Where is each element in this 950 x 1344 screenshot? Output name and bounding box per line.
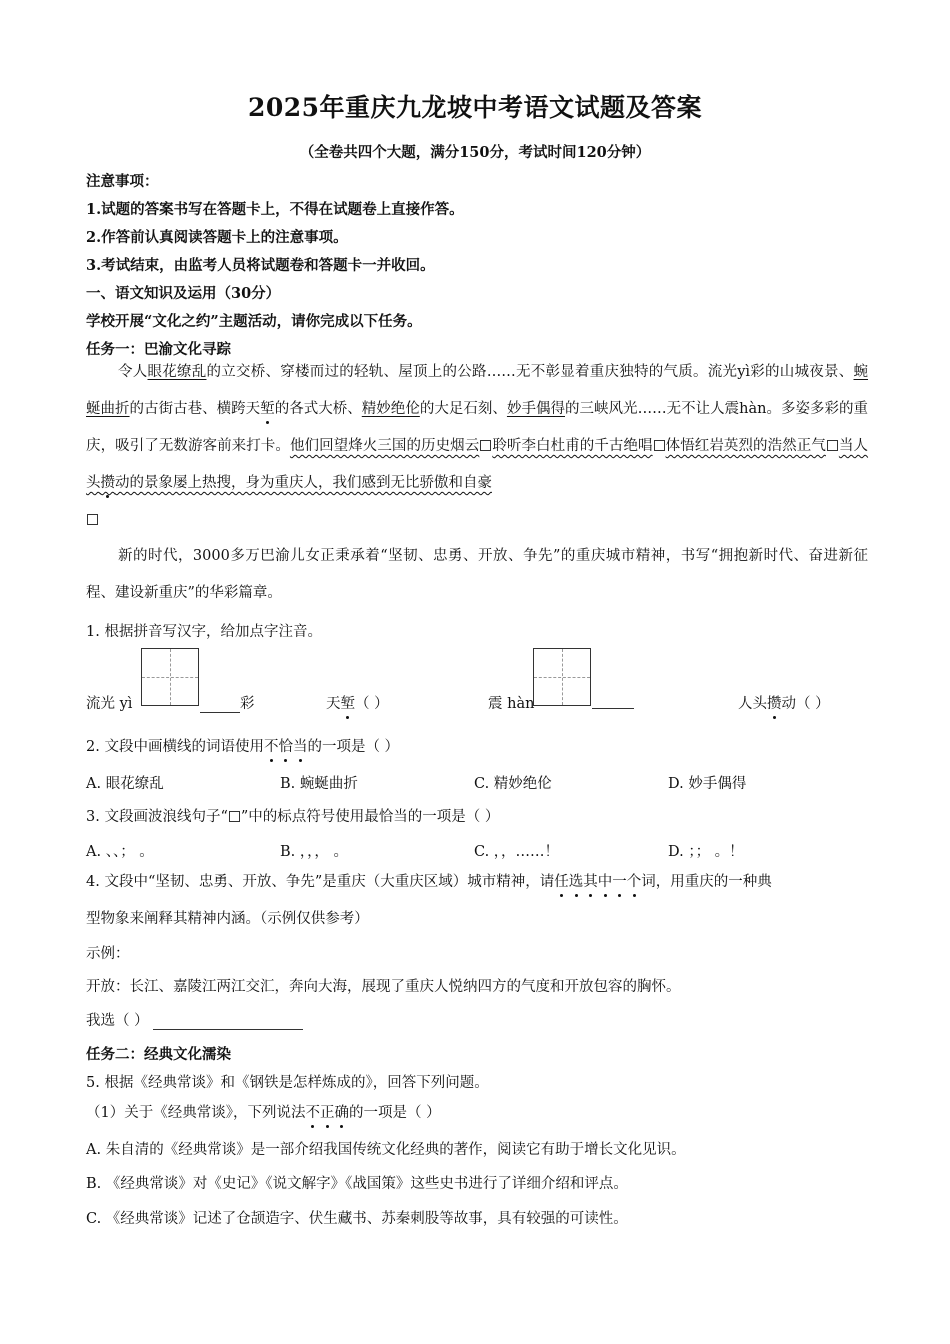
notice-item: 2.作答前认真阅读答题卡上的注意事项。 bbox=[86, 229, 348, 246]
blank-square bbox=[229, 811, 240, 822]
blank-square bbox=[654, 440, 665, 451]
question-4-line2: 型物象来阐释其精神内涵。（示例仅供参考） bbox=[86, 911, 369, 927]
wavy-sentence: 他们回望烽火三国的历史烟云 聆听李白杜甫的千古绝唱 体悟红岩英烈的浩然正气 当人头攒动的景象屡上热搜，身为重庆人，我们感到无比骄傲和自豪 bbox=[86, 438, 869, 491]
q3-option-a[interactable]: A. 、、； 。 bbox=[86, 844, 154, 860]
blank-square bbox=[480, 440, 491, 451]
example-text: 开放：长江、嘉陵江两江交汇，奔向大海，展现了重庆人悦纳四方的气度和开放包容的胸怀。 bbox=[86, 979, 681, 995]
q2-option-d[interactable]: D. 妙手偶得 bbox=[668, 776, 747, 792]
question-1-stem: 1. 根据拼音写汉字，给加点字注音。 bbox=[86, 624, 322, 640]
page-subtitle: （全卷共四个大题，满分150分，考试时间120分钟） bbox=[299, 144, 651, 161]
dotted-char: 堑 bbox=[340, 696, 355, 712]
underlined-word: 眼花缭乱 bbox=[147, 364, 207, 380]
blank-square bbox=[87, 514, 98, 525]
dotted-char: 攒 bbox=[767, 696, 782, 712]
example-label: 示例： bbox=[86, 946, 130, 962]
question-5-stem: 5. 根据《经典常谈》和《钢铁是怎样炼成的》，回答下列问题。 bbox=[86, 1075, 489, 1091]
notice-item: 3.考试结束，由监考人员将试题卷和答题卡一并收回。 bbox=[86, 257, 435, 274]
q2-option-c[interactable]: C. 精妙绝伦 bbox=[474, 776, 552, 792]
question-4-stem: 4. 文段中“坚韧、忠勇、开放、争先”是重庆（大重庆区域）城市精神，请任选其中一个词，用重庆的一种典 bbox=[86, 874, 772, 890]
q2-option-a[interactable]: A. 眼花缭乱 bbox=[86, 776, 164, 792]
dotted-char: 堑 bbox=[260, 401, 275, 417]
q1-item-1: 流光 yì bbox=[86, 696, 133, 712]
answer-line[interactable]: 我选（ ） bbox=[86, 1009, 303, 1030]
notice-heading: 注意事项： bbox=[86, 173, 159, 190]
q1-item-3: 震 hàn bbox=[488, 696, 535, 712]
task1-heading: 任务一：巴渝文化寻踪 bbox=[86, 341, 231, 358]
answer-grid-box[interactable] bbox=[533, 648, 591, 706]
q3-option-c[interactable]: C. ，，……！ bbox=[474, 844, 560, 860]
q5-option-a[interactable]: A. 朱自清的《经典常谈》是一部介绍我国传统文化经典的著作，阅读它有助于增长文化见识。 bbox=[86, 1142, 686, 1158]
passage-paragraph-2: 新的时代，3000多万巴渝儿女正秉承着“坚韧、忠勇、开放、争先”的重庆城市精神，书写“拥抱新时代、奋进新征程、建设新重庆”的华彩篇章。 bbox=[86, 548, 868, 601]
section-intro: 学校开展“文化之约”主题活动，请你完成以下任务。 bbox=[86, 313, 422, 330]
q1-item-1-tail: 彩 bbox=[200, 692, 255, 713]
underlined-word: 妙手偶得 bbox=[506, 401, 565, 417]
question-2-stem: 2. 文段中画横线的词语使用不恰当的一项是（ ） bbox=[86, 739, 400, 755]
answer-grid-box[interactable] bbox=[141, 648, 199, 706]
question-3-stem: 3. 文段画波浪线句子“ ”中的标点符号使用最恰当的一项是（ ） bbox=[86, 809, 500, 825]
q1-item-2: 天堑（ ） bbox=[326, 696, 389, 712]
question-5-1-stem: （1）关于《经典常谈》，下列说法不正确的一项是（ ） bbox=[86, 1105, 441, 1121]
q1-item-3-tail bbox=[592, 692, 634, 709]
page-title: 2025年重庆九龙坡中考语文试题及答案 bbox=[247, 93, 703, 122]
section-heading: 一、语文知识及运用（30分） bbox=[86, 285, 281, 302]
q1-item-4: 人头攒动（ ） bbox=[738, 696, 830, 712]
task2-heading: 任务二：经典文化濡染 bbox=[86, 1046, 231, 1063]
q3-option-d[interactable]: D. ；； 。！ bbox=[668, 844, 744, 860]
notice-item: 1.试题的答案书写在答题卡上，不得在试题卷上直接作答。 bbox=[86, 201, 464, 218]
q3-option-b[interactable]: B. ，，， 。 bbox=[280, 844, 348, 860]
dotted-char: 攒 bbox=[100, 475, 115, 491]
q2-option-b[interactable]: B. 蜿蜒曲折 bbox=[280, 776, 358, 792]
underlined-word: 蜿蜒曲折 bbox=[86, 364, 869, 417]
blank-square bbox=[827, 440, 838, 451]
passage-paragraph-1: 令人眼花缭乱的立交桥、穿楼而过的轻轨、屋顶上的公路……无不彰显着重庆独特的气质。流光yì彩的山城夜景、蜿蜒曲折的古街古巷、横跨天堑的各式大桥、精妙绝伦的大足石刻、妙手偶得的三峡风光……无不让人震hàn。多姿多彩的重庆，吸引了无数游客前来打卡。他们回望烽火三国的历史烟云 聆听李白杜甫的千古绝唱 体悟红岩英烈的浩然正气 当人头攒动的景象屡上热搜，身为重庆人，我们感到无比骄傲和自豪 bbox=[86, 354, 868, 539]
q5-option-b[interactable]: B. 《经典常谈》对《史记》《说文解字》《战国策》这些史书进行了详细介绍和评点。 bbox=[86, 1176, 628, 1192]
underlined-word: 精妙绝伦 bbox=[361, 401, 420, 417]
q5-option-c[interactable]: C. 《经典常谈》记述了仓颉造字、伏生藏书、苏秦刺股等故事，具有较强的可读性。 bbox=[86, 1211, 628, 1227]
